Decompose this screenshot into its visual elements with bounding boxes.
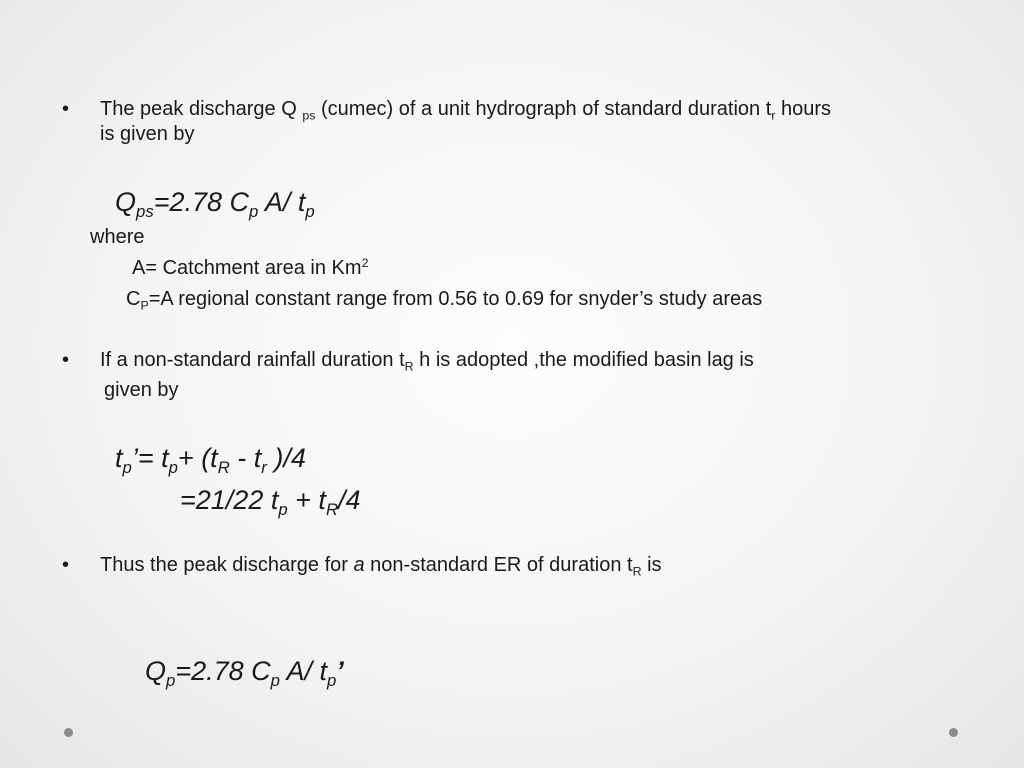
bullet-3: • <box>62 554 70 576</box>
p2-text-b: h is adopted ,the modified basin lag is <box>413 349 754 371</box>
paragraph-2-line-1 <box>100 348 754 372</box>
definition-cp <box>126 287 762 311</box>
f4-mid: =2.78 C <box>175 656 271 686</box>
p3-text-c: is <box>641 554 662 576</box>
f1-c-sub: p <box>249 201 259 221</box>
p1-sub-ps: ps <box>302 108 316 123</box>
def-cp-text: =A regional constant range from 0.56 to 0.69 for snyder’s study areas <box>148 288 763 310</box>
f1-mid: =2.78 C <box>153 187 250 217</box>
f2-t-sub: p <box>122 457 132 477</box>
f1-end: A/ t <box>258 187 306 217</box>
decorative-dot-left <box>64 728 73 737</box>
p3-text-a: Thus the peak discharge for <box>100 554 354 576</box>
paragraph-2-line-2: given by <box>104 379 179 401</box>
def-a-text: A= Catchment area in Km <box>132 257 362 279</box>
p3-text-b: non-standard ER of duration t <box>364 554 633 576</box>
p1-sub-r: r <box>771 108 776 123</box>
f4-q: Q <box>145 656 167 686</box>
where-label: where <box>90 226 145 248</box>
p3-sub-R: R <box>632 564 642 579</box>
p2-text-a: If a non-standard rainfall duration t <box>100 349 405 371</box>
formula-peak-discharge-nonstandard <box>145 655 344 690</box>
paragraph-1-line-1 <box>100 97 831 121</box>
f4-end: A/ t <box>279 656 327 686</box>
f1-t-sub: p <box>305 201 315 221</box>
formula-modified-lag-simplified <box>180 484 361 519</box>
p1-text-b: (cumec) of a unit hydrograph of standard duration t <box>315 98 772 120</box>
formula-peak-discharge-standard <box>115 186 315 221</box>
f2-minus: - t <box>229 443 262 473</box>
f3-a: =21/22 t <box>180 485 279 515</box>
paragraph-3 <box>100 553 662 577</box>
def-a-sup: 2 <box>361 256 369 271</box>
f1-q-sub: ps <box>136 201 154 221</box>
decorative-dot-right <box>949 728 958 737</box>
f1-q: Q <box>115 187 137 217</box>
f2-t: t <box>115 443 123 473</box>
definition-a <box>132 256 368 280</box>
f4-c-sub: p <box>270 670 280 690</box>
p1-text-a: The peak discharge Q <box>100 98 303 120</box>
f2-eq: ’= t <box>131 443 169 473</box>
f3-b: + t <box>287 485 326 515</box>
bullet-2: • <box>62 349 70 371</box>
bullet-1: • <box>62 98 70 120</box>
f2-tr-sub: r <box>261 457 267 477</box>
f3-a-sub: p <box>278 499 288 519</box>
formula-modified-lag <box>115 442 306 477</box>
p2-sub-r: R <box>404 359 414 374</box>
f2-tR-sub: R <box>217 457 230 477</box>
f2-t2-sub: p <box>168 457 178 477</box>
f3-c: /4 <box>338 485 361 515</box>
f4-t-sub: p <box>326 670 337 690</box>
f2-end: )/4 <box>266 443 306 473</box>
p1-text-c: hours <box>775 98 831 120</box>
paragraph-1-line-2: is given by <box>100 123 195 145</box>
f2-plus: + (t <box>177 443 218 473</box>
f4-q-sub: p <box>166 670 176 690</box>
f4-prime: ’ <box>336 656 344 686</box>
f3-b-sub: R <box>325 499 339 519</box>
def-cp-c: C <box>126 288 141 310</box>
p3-emphasis: a <box>353 554 365 576</box>
def-cp-sub: P <box>140 298 149 313</box>
